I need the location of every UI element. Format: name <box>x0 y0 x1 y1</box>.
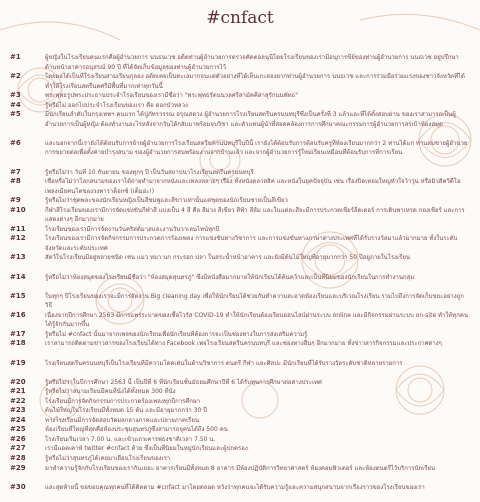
fact-item <box>10 464 470 483</box>
fact-text: ผู้หญิงในโรงเรียนคนแรกคือผู้อำนวยการ นนธนเวช อดีตท่านผู้อำนวยการตรวจคัดตอลนุนีโดยโรงเรียนของเรามีอนุการขีย์ของท่านผู้อำนวยการ นนธเวช อยู่ปรึกษาด้านหน้าอาคารอนุสรณ์ 90 ปี ที่ได้จัดเก็บข้อมูลของท่านผู้อำนวยการไว้ <box>45 54 459 71</box>
fact-number: #19 <box>10 358 26 367</box>
fact-item <box>10 234 470 253</box>
fact-item <box>10 330 470 340</box>
fact-number: #12 <box>10 234 26 243</box>
fact-text: ในทุกๆ ปีโรงเรียนของเราจะมีการจัดงาน Big cleaning day เพื่อให้นักเรียนได้ช่วยกันทำความสะอาดห้องเรียนและบริเวณโรงเรียน รวมไปถึงการจัดเก็บขยะอย่างถูกวิธี <box>45 292 464 310</box>
fact-item <box>10 378 470 388</box>
fact-item <box>10 110 470 139</box>
fact-item <box>10 416 470 426</box>
fact-text: สัตว์ในโรงเรียนมีอยู่หลายชนิด เช่น แมว หมา นก กระรอก ปลา ในสระน้ำหน้าอาคาร และยังมีต้นไม้ใหญ่ที่อายุมากกว่า 50 ปีอยู่ภายในโรงเรียน <box>45 254 410 262</box>
fact-item <box>10 339 470 358</box>
fact-item <box>10 225 470 235</box>
fact-text: มีนักเรียนลำดับในกรุงเทพฯ คนแรก ได้ปู่ภัทรวรรณ อรุณสดวง ผู้อำนวยการโรงเรียนสตรีนครนนทบุรีซึ่งเป็นครั้งที่ 3 แล้วและที่ได้ตั้งสอบผ่าน ของเราสามารถเป็นผู้อำนวยการเป็นผู้หญิง ต้องทำงานอะไรหลังจากวันได้กลับมาพร้อมจบวิชา และตัวแทนผู้นำที่สอดคล้องการการศึกษาคณะกรรมการผู้อำนวยการสรเบ้าห้องสมุด <box>45 111 456 128</box>
fact-number: #22 <box>10 396 26 405</box>
fact-text: รู้หรือไม่ว่าห้องสมุดของโรงเรียนมีชื่อว่า "ห้องสมุดสุนทรภู่" ซึ่งมีหนังสือมากมายให้นักเรียนได้ค้นคว้าและเป็นที่นิยมของนักเรียนในการทำงานกลุ่ม <box>45 273 415 281</box>
fact-text: ต้นไม้ใหญ่ในโรงเรียนมีทั้งหมด 15 ต้น และมีอายุมากกว่า 30 ปี <box>45 407 208 415</box>
fact-text: พระพุทธรูปพระประธานประจำโรงเรียนของเรามีชื่อว่า "พระพุทธรัตนนวลศรีสามัคคีสาสุรักนนพัทธ" <box>45 92 298 100</box>
fact-number: #30 <box>10 482 26 491</box>
fact-number: #7 <box>10 167 21 176</box>
fact-item <box>10 196 470 206</box>
fact-number: #15 <box>10 291 26 300</box>
fact-text: โรงเรียนสตรีนครนนทบุรีเป็นโรงเรียนที่มีความโดดเด่นในด้านวิชาการ ดนตรี กีฬา และศิลปะ มีนักเรียนที่ได้รับรางวัลระดับชาติหลายรายการ <box>45 359 403 367</box>
fact-text: รู้หรือไม่ว่า วันที่ 10 กันยายน ของทุกๆ ปี เป็นวันสถาปนาโรงเรียนสตรีนครนนทบุรี <box>45 168 254 176</box>
fact-number: #9 <box>10 196 21 205</box>
fact-number: #4 <box>10 100 21 109</box>
fact-item <box>10 311 470 330</box>
fact-number: #16 <box>10 310 26 319</box>
fact-number: #1 <box>10 53 21 61</box>
fact-item <box>10 397 470 407</box>
fact-number: #8 <box>10 177 21 186</box>
fact-item <box>10 253 470 272</box>
fact-item <box>10 53 470 72</box>
fact-number: #5 <box>10 110 21 119</box>
fact-text: โรงเรียนของเรามีการจัดกิจกรรมการประกวดการร้องเพลง การแข่งขันทางวิชาการ และการแข่งขันทางภาษาต่างประเทศที่ได้รับรางวัลมาแล้วมากมาย ทั้งในระดับจังหวัดและระดับประเทศ <box>45 235 458 252</box>
fact-text: รู้หรือไม่ว่าสุนทรภู่ได้เคยมาเยือนโรงเรียนของเรา <box>45 454 171 462</box>
fact-list <box>10 53 470 502</box>
fact-item <box>10 359 470 378</box>
fact-item <box>10 435 470 445</box>
fact-number: #27 <box>10 444 26 453</box>
fact-text: รู้หรือไม่ ออกไปประจำโรงเรียนของเรา คือ ดอกบัวหลวง <box>45 101 188 109</box>
fact-item <box>10 425 470 435</box>
fact-text: โดยผลได้เป็นที่โรงเรียนสามเรียนกุลอง อดีตเคยเป็นทะเลมากจนแต่ตัวอย่างที่ได้เห็นเกะสองยากท่านผู้อำนวยการ นนธเวช และการร่วมมือร่วมแรงของชาวจังหวัดที่ได้ทำให้โรงเรียนสตรีนคศรีมีพื้นที่มากเท่าทุกวันนี้ <box>45 73 465 90</box>
fact-text: รู้หรือไม่ #cnfact นั้นมาจากเพจของนักเรียนเพื่อนักเรียนที่ต้องการจะเป็นช่องทางในการส่งเสริมความรู้ <box>45 330 308 338</box>
fact-text: มาทำความรู้จักกับโรงเรียนของเรากันเถอะ อาคารเรียนมีทั้งหมด 8 อาคาร มีห้องปฏิบัติการวิทยาศาสตร์ ห้องคอมพิวเตอร์ และห้องดนตรีไว้บริการนักเรียน <box>45 464 436 472</box>
fact-text: โรงเรียนเริ่มเวลา 7.00 น. และเข้าแถวเคารพธงชาติเวลา 7.50 น. <box>45 435 216 443</box>
fact-number: #18 <box>10 339 26 348</box>
fact-text: และสุดท้ายนี้ ขอขอบคุณทุกคนที่ได้ติดตาม #cnfact มาโดยตลอด หวังว่าทุกคนจะได้รับความรู้และความสนุกสนานจากเรื่องราวของโรงเรียนของเรา <box>45 483 425 491</box>
fact-text: ทางโรงเรียนมีการจัดสอบวัดผลกลางภาคและปลายภาคเรียน <box>45 416 199 424</box>
fact-item <box>10 206 470 225</box>
fact-number: #26 <box>10 434 26 443</box>
fact-number: #28 <box>10 453 26 462</box>
fact-number: #10 <box>10 205 26 214</box>
fact-item <box>10 101 470 111</box>
fact-item <box>10 168 470 178</box>
fact-text: โรงเรียนมีการจัดกิจกรรมการประกวดร้องเพลงทุกปีการศึกษา <box>45 397 201 405</box>
fact-text: และนอกจากนี้เรายังได้ต้อนรับการย้ายผู้อำนวยการโรงเรียนสตรีนครนนทบุรีในปีนี้ เรายังได้ต้อนรับการต้อนรับครูที่ห้องเรียนมากกว่า 2 ท่านได้แก่ ท่านสมชายผู้อำนวยการขยายต่อเพื่อตั้งค่ายบำรุงสนาม ของผู้อำนวยการสนพร้อมงานจากบ้านแล้ว และจากผู้อำนวยการรู้ใหม่เรียนเหมือนที่ต้อนรับการที่การเรียน <box>45 139 468 157</box>
fact-item <box>10 273 470 292</box>
fact-item <box>10 292 470 311</box>
fact-item <box>10 91 470 101</box>
fact-item <box>10 444 470 454</box>
fact-number: #14 <box>10 272 26 281</box>
fact-text: โรงเรียนของเรามีการจัดงานวันคริสต์มาสและงานวันวาเลนไทน์ทุกปี <box>45 225 220 233</box>
fact-item <box>10 387 470 397</box>
fact-number: #6 <box>10 138 21 147</box>
fact-item <box>10 177 470 196</box>
fact-text: เชื่อหรือไม่ว่าโลกสนามของเราได้ถ่ายทำมาจากหนังและเพลงหลายๆ เรื่อง ทั้งหนังคลาสสิค และหนังในยุคปัจจุบัน เช่น เรื่องปิดเทอมใหญ่หัวใจว้าวุ่น หรือมิวสิควิดีโอ เพลงเมียคนโตของวงพาราด็อกซ์ (เต็มอ่ะ!) <box>45 178 461 195</box>
fact-item <box>10 72 470 91</box>
fact-text: รู้หรือไม่ว่าสนามเรียนมีคนที่นั่งได้ทั้งหมด 300 ที่นั่ง <box>45 388 176 396</box>
page-title: #cnfact <box>206 8 274 28</box>
fact-number: #13 <box>10 253 26 262</box>
fact-text: เนื่องจากปีการศึกษา 2563 มีการแพร่ระบาดของเชื้อไวรัส COVID-19 ทำให้นักเรียนต้องเรียนออนไลน์ผ่านระบบ online และมีกิจกรรมผ่านระบบ on-site ทำให้ทุกคนได้รู้จักกันมากขึ้น <box>45 311 468 329</box>
fact-text: ห้องเรียนที่ใหญ่ที่สุดคือห้องประชุมสุนทรภู่ซึ่งสามารถจุคนได้ถึง 500 คน <box>45 426 228 434</box>
fact-number: #29 <box>10 463 26 472</box>
fact-number: #23 <box>10 406 26 415</box>
fact-number: #3 <box>10 91 21 100</box>
fact-item <box>10 139 470 168</box>
fact-number: #25 <box>10 425 26 434</box>
fact-text: เรามีแอคเคาท์ twitter #cnfact ด้วย ซึ่งเป็นที่นิยมในหมู่นักเรียนและผู้ปกครอง <box>45 445 248 453</box>
fact-number: #2 <box>10 72 21 81</box>
fact-text: รู้หรือไม่ว่าชุดพละของนักเรียนหญิงเป็นสีชมพูและสีขาวเท่านั้นแต่ชุดของนักเรียนชายเป็นสีเขียว <box>45 197 288 205</box>
fact-item <box>10 406 470 416</box>
fact-number: #11 <box>10 224 26 233</box>
fact-item <box>10 454 470 464</box>
fact-text: เราสามารถติดตามข่าวสารของโรงเรียนได้ทาง Facebook เพจโรงเรียนสตรีนครนนทบุรี และช่องทางอื่นๆ อีกมากมาย ทั้งข่าวสารกิจกรรมและประกาศต่างๆ <box>45 340 442 348</box>
fact-text: กีฬาสีโรงเรียนของเรามีการจัดแข่งขันกีฬาสี แบ่งเป็น 4 สี คือ สีม่วง สีเขียว สีฟ้า สีส้ม และในแต่ละสีจะมีการประกวดเชียร์ลีดเดอร์ การเดินพาเหรด กองเชียร์ และการแสดงต่างๆ อีกมากมาย <box>45 206 465 224</box>
fact-item <box>10 483 470 502</box>
fact-number: #17 <box>10 329 26 338</box>
fact-number: #21 <box>10 387 26 396</box>
fact-number: #24 <box>10 415 26 424</box>
fact-number: #20 <box>10 377 26 386</box>
fact-text: รู้หรือไม่ว่าในปีการศึกษา 2563 นี้ เป็นปีที่ 6 ที่นักเรียนชั้นมัธยมศึกษาปีที่ 6 ได้รับทุนการศึกษาต่อต่างประเทศ <box>45 378 322 386</box>
